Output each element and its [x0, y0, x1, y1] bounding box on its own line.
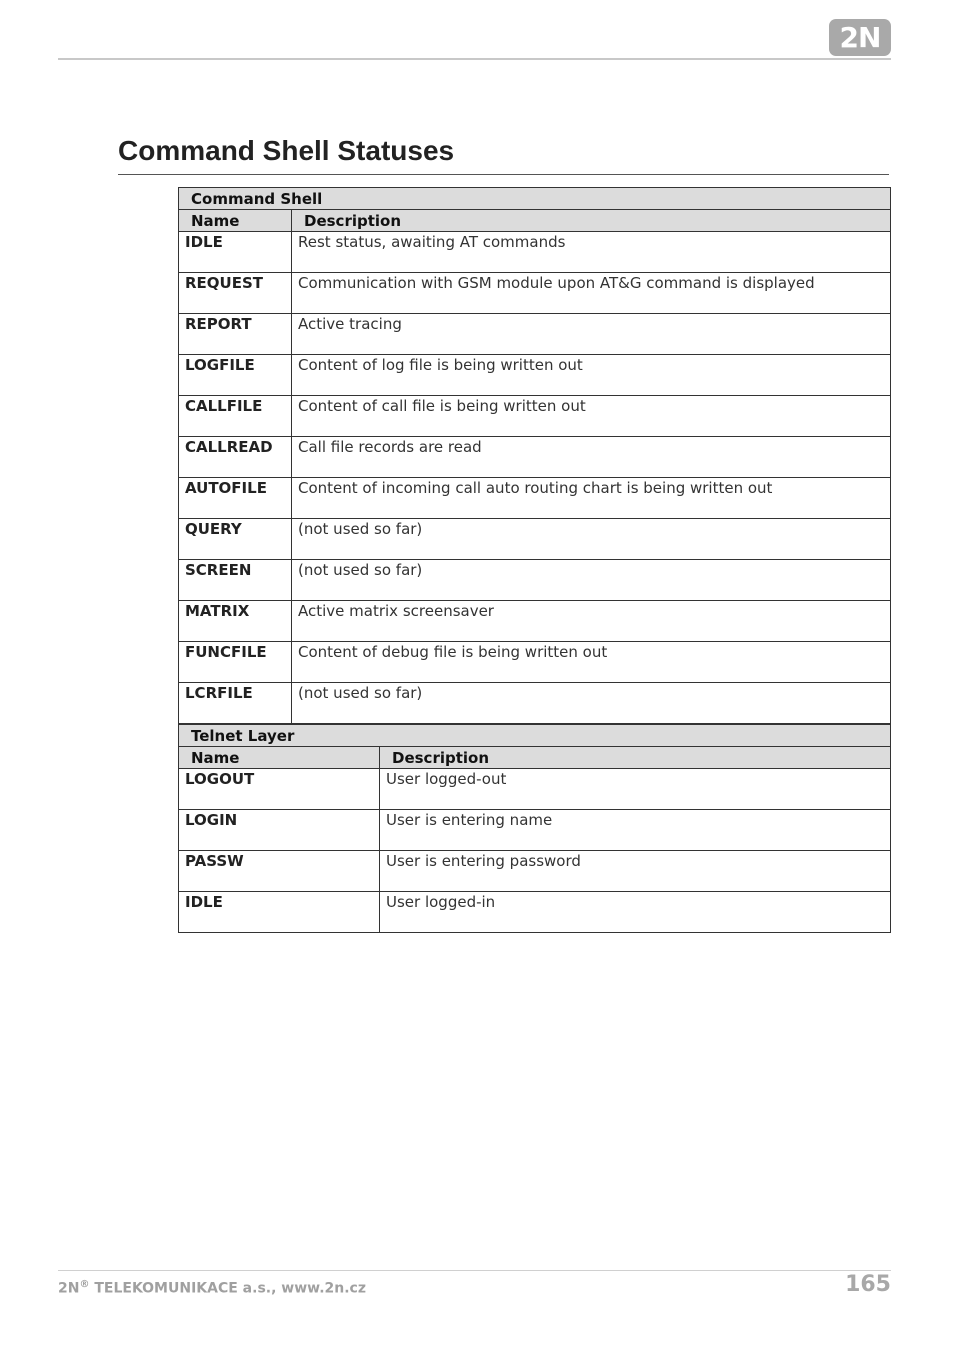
status-description: Content of incoming call auto routing chart is being written out	[292, 478, 891, 519]
header-divider	[58, 58, 891, 60]
table-row	[179, 478, 891, 519]
status-name: AUTOFILE	[179, 478, 292, 519]
status-description: Rest status, awaiting AT commands	[292, 232, 891, 273]
status-description: Content of log file is being written out	[292, 355, 891, 396]
status-description: (not used so far)	[292, 519, 891, 560]
footer-company	[58, 1279, 366, 1297]
status-name: LCRFILE	[179, 683, 292, 724]
column-header-name: Name	[179, 210, 292, 232]
status-name: LOGFILE	[179, 355, 292, 396]
table-row	[179, 314, 891, 355]
2n-logo	[829, 19, 891, 56]
status-description: Content of call file is being written out	[292, 396, 891, 437]
table-row	[179, 851, 891, 892]
table-caption: Telnet Layer	[179, 725, 891, 747]
table-row	[179, 642, 891, 683]
status-name: MATRIX	[179, 601, 292, 642]
logo-text: 2N	[839, 21, 881, 54]
telnet-layer-table	[178, 724, 891, 933]
table-row	[179, 437, 891, 478]
table-row	[179, 892, 891, 933]
page-title: Command Shell Statuses	[118, 135, 455, 166]
page-number: 165	[845, 1272, 891, 1297]
table-row	[179, 396, 891, 437]
command-shell-table	[178, 187, 891, 724]
status-name: SCREEN	[179, 560, 292, 601]
table-row	[179, 769, 891, 810]
table-row	[179, 683, 891, 724]
status-description: Call file records are read	[292, 437, 891, 478]
table-caption: Command Shell	[179, 188, 891, 210]
title-underline	[118, 174, 889, 175]
status-name: PASSW	[179, 851, 380, 892]
table-row	[179, 273, 891, 314]
status-description: Content of debug file is being written out	[292, 642, 891, 683]
status-description: Active tracing	[292, 314, 891, 355]
status-name: LOGOUT	[179, 769, 380, 810]
status-description: Communication with GSM module upon AT&G command is displayed	[292, 273, 891, 314]
status-name: REPORT	[179, 314, 292, 355]
status-name: REQUEST	[179, 273, 292, 314]
status-description: User logged-in	[380, 892, 891, 933]
column-header-description: Description	[380, 747, 891, 769]
status-name: QUERY	[179, 519, 292, 560]
status-description: Active matrix screensaver	[292, 601, 891, 642]
column-header-description: Description	[292, 210, 891, 232]
status-name: CALLFILE	[179, 396, 292, 437]
status-name: LOGIN	[179, 810, 380, 851]
status-description: User logged-out	[380, 769, 891, 810]
table-row	[179, 355, 891, 396]
registered-mark: ®	[79, 1279, 90, 1290]
column-header-name: Name	[179, 747, 380, 769]
status-name: FUNCFILE	[179, 642, 292, 683]
table-row	[179, 601, 891, 642]
status-name: CALLREAD	[179, 437, 292, 478]
status-description: (not used so far)	[292, 683, 891, 724]
table-row	[179, 232, 891, 273]
status-name: IDLE	[179, 892, 380, 933]
table-row	[179, 560, 891, 601]
table-row	[179, 519, 891, 560]
footer-company-text: TELEKOMUNIKACE a.s., www.2n.cz	[89, 1280, 366, 1297]
status-description: User is entering password	[380, 851, 891, 892]
footer-divider	[58, 1270, 891, 1271]
status-description: (not used so far)	[292, 560, 891, 601]
table-row	[179, 810, 891, 851]
status-name: IDLE	[179, 232, 292, 273]
footer-brand: 2N	[58, 1280, 80, 1297]
status-description: User is entering name	[380, 810, 891, 851]
